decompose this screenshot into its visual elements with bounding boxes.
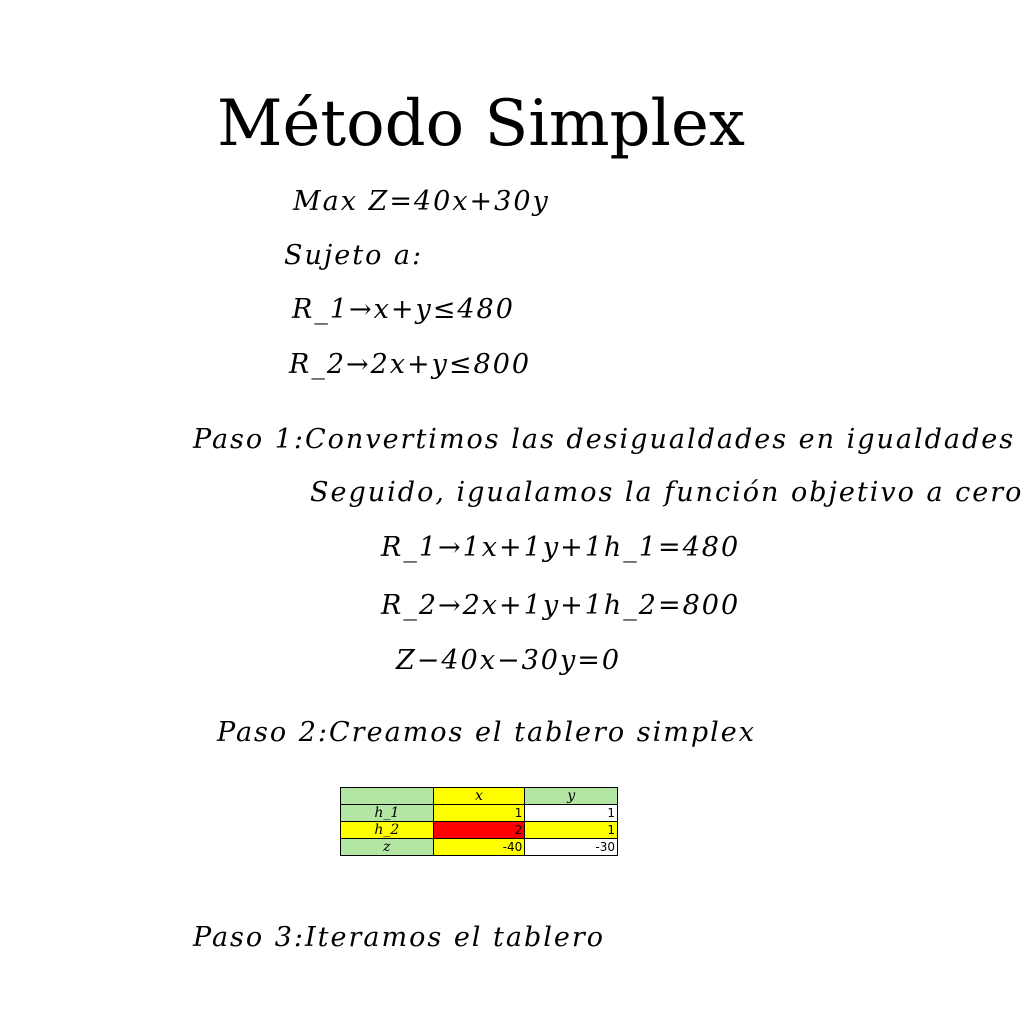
tableau-row: [341, 822, 618, 839]
equation-r2: R_2→2x+1y+1h_2=800: [381, 590, 741, 621]
tableau-header-x: x: [433, 788, 525, 805]
tableau-row-label: h_1: [341, 805, 434, 822]
tableau-header-y: y: [525, 788, 618, 805]
step3-heading: Paso 3:Iteramos el tablero: [193, 922, 606, 953]
tableau-cell: 1: [433, 805, 525, 822]
objective-function: Max Z=40x+30y: [293, 186, 550, 217]
tableau-row-label: h_2: [341, 822, 434, 839]
equation-z: Z−40x−30y=0: [396, 645, 622, 676]
tableau-row-label: z: [341, 839, 434, 856]
step1-heading: Paso 1:Convertimos las desigualdades en igualdades: [193, 424, 1016, 455]
tableau-cell: 1: [525, 822, 618, 839]
tableau-row: [341, 805, 618, 822]
simplex-tableau: [340, 787, 618, 856]
tableau-row: [341, 839, 618, 856]
tableau-pivot-cell: 2: [433, 822, 525, 839]
equation-r1: R_1→1x+1y+1h_1=480: [381, 532, 741, 563]
tableau-cell: -30: [525, 839, 618, 856]
subject-to-label: Sujeto a:: [284, 240, 424, 271]
tableau-header-corner: [341, 788, 434, 805]
tableau-header-row: [341, 788, 618, 805]
constraint-r2: R_2→2x+y≤800: [289, 349, 532, 380]
page-title: Método Simplex: [217, 87, 745, 161]
step2-heading: Paso 2:Creamos el tablero simplex: [217, 717, 756, 748]
tableau-cell: 1: [525, 805, 618, 822]
step1-subheading: Seguido, igualamos la función objetivo a cero: [310, 477, 1023, 508]
constraint-r1: R_1→x+y≤480: [292, 294, 515, 325]
tableau-cell: -40: [433, 839, 525, 856]
